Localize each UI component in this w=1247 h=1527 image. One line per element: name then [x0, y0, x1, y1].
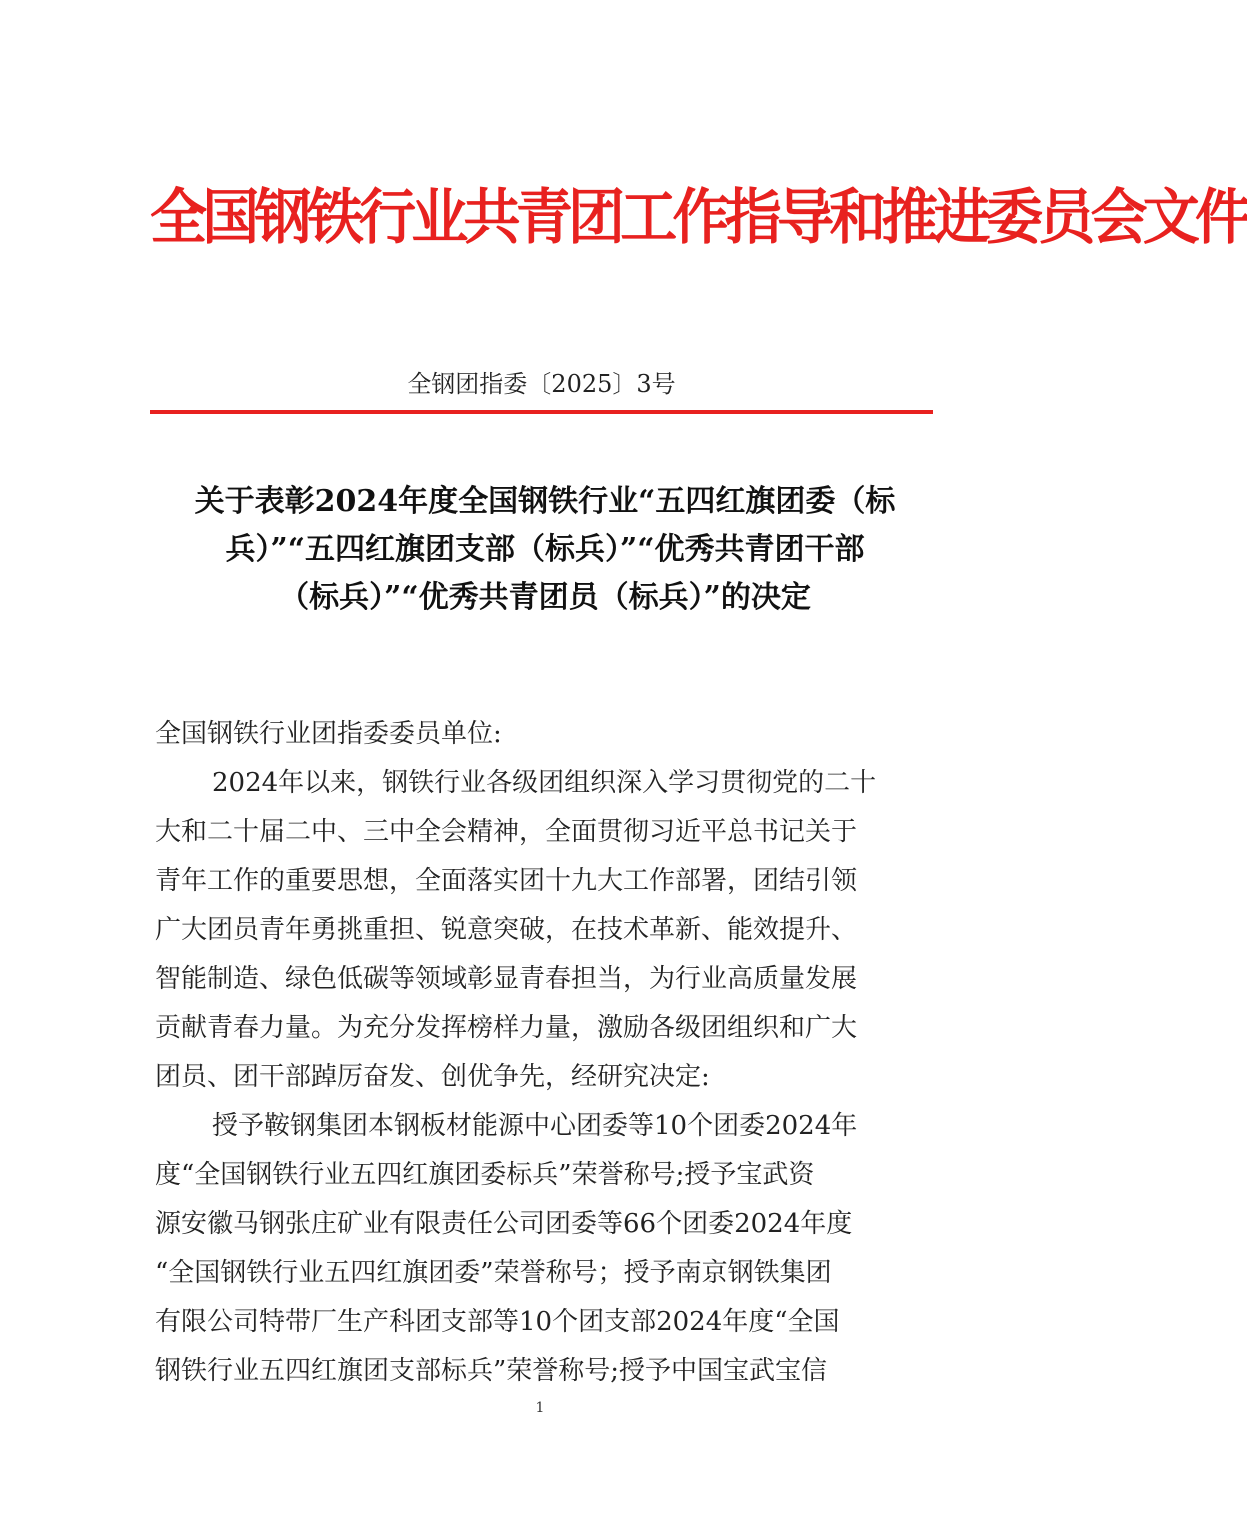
paragraph-line: “全国钢铁行业五四红旗团委”荣誉称号；授予南京钢铁集团 [155, 1258, 832, 1288]
title-line: 关于表彰2024年度全国钢铁行业“五四红旗团委（标 [194, 484, 896, 519]
document-number: 全钢团指委〔2025〕3号 [407, 370, 676, 398]
salutation: 全国钢铁行业团指委委员单位: [155, 719, 502, 749]
paragraph-line: 2024年以来，钢铁行业各级团组织深入学习贯彻党的二十 [212, 768, 877, 798]
paragraph-line: 团员、团干部踔厉奋发、创优争先，经研究决定: [155, 1062, 710, 1092]
title-line: 兵）”“五四红旗团支部（标兵）”“优秀共青团干部 [225, 532, 865, 567]
paragraph-line: 钢铁行业五四红旗团支部标兵”荣誉称号;授予中国宝武宝信 [155, 1356, 828, 1386]
paragraph-line: 贡献青春力量。为充分发挥榜样力量，激励各级团组织和广大 [155, 1013, 858, 1043]
paragraph-line: 广大团员青年勇挑重担、锐意突破，在技术革新、能效提升、 [155, 915, 858, 945]
page-number: 1 [535, 1400, 545, 1416]
red-divider-line [150, 410, 933, 414]
document-masthead: 全国钢铁行业共青团工作指导和推进委员会文件 [150, 183, 1247, 253]
paragraph-line: 授予鞍钢集团本钢板材能源中心团委等10个团委2024年 [212, 1111, 858, 1141]
document-title [155, 478, 935, 622]
paragraph-line: 有限公司特带厂生产科团支部等10个团支部2024年度“全国 [155, 1307, 840, 1337]
document-body [155, 710, 935, 1396]
paragraph-line: 智能制造、绿色低碳等领域彰显青春担当，为行业高质量发展 [155, 964, 858, 994]
title-line: （标兵）”“优秀共青团员（标兵）”的决定 [279, 580, 811, 615]
paragraph-line: 源安徽马钢张庄矿业有限责任公司团委等66个团委2024年度 [155, 1209, 853, 1239]
paragraph-line: 青年工作的重要思想，全面落实团十九大工作部署，团结引领 [155, 866, 858, 896]
paragraph-line: 度“全国钢铁行业五四红旗团委标兵”荣誉称号;授予宝武资 [155, 1160, 815, 1190]
paragraph-line: 大和二十届二中、三中全会精神，全面贯彻习近平总书记关于 [155, 817, 858, 847]
